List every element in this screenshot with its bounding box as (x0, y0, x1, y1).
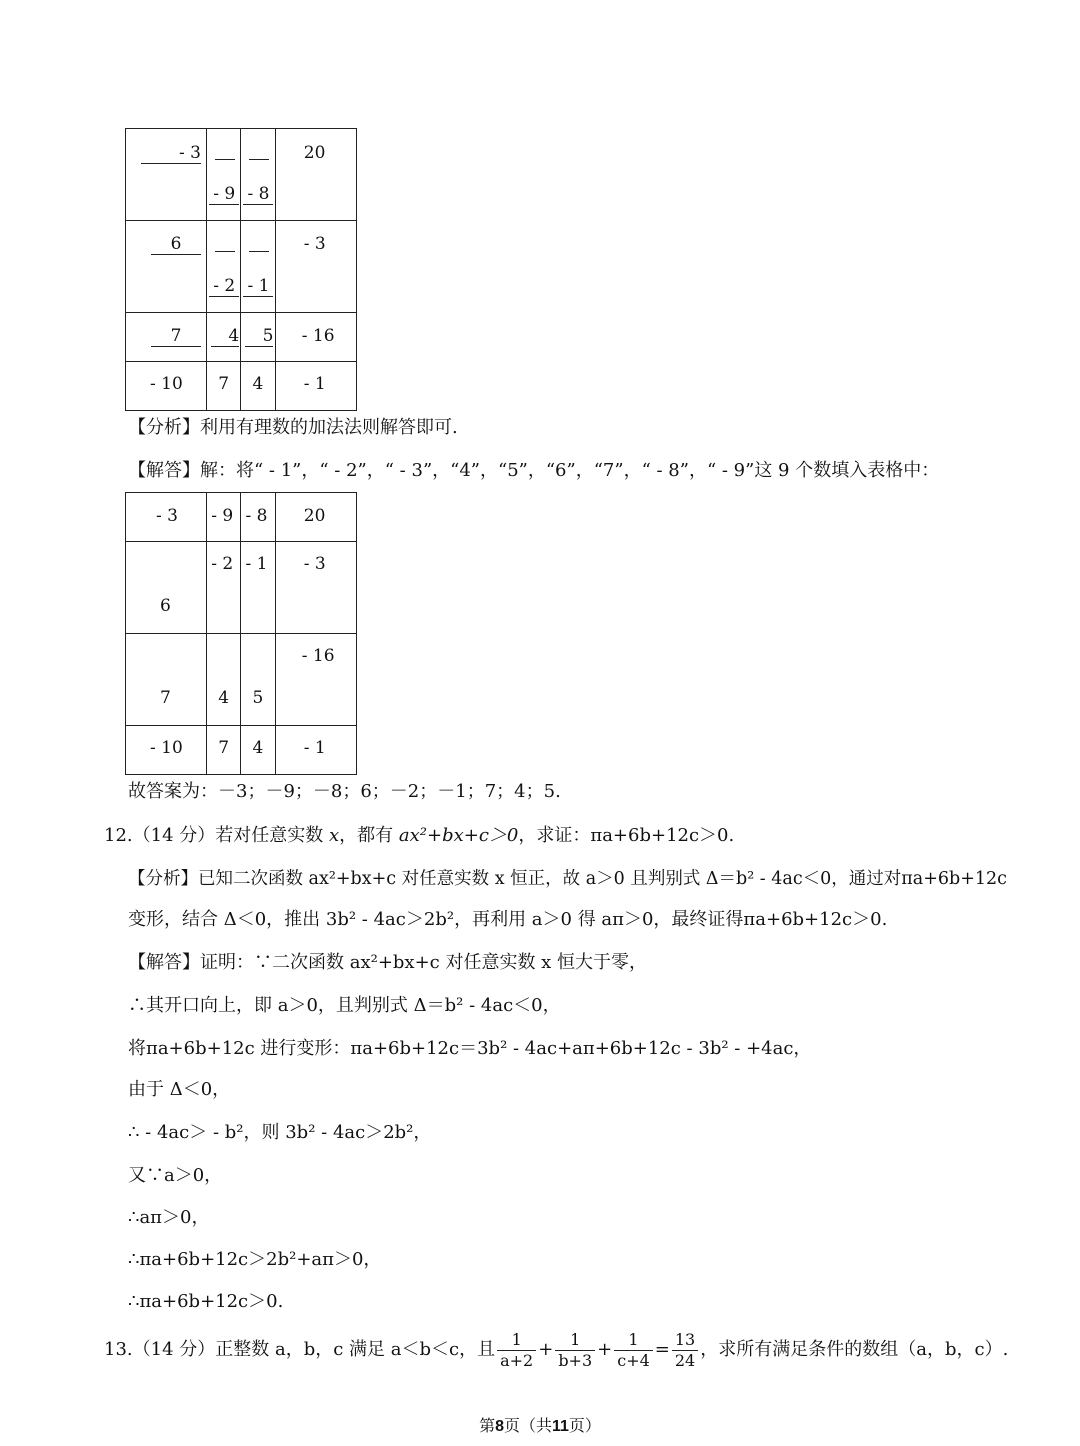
q12-solution-line: 由于 Δ＜0， (128, 1079, 231, 1100)
cell (275, 313, 356, 362)
q12-solution-line: ∴πa+6b+12c＞2b²+aπ＞0， (128, 1249, 382, 1270)
blank (215, 139, 235, 160)
cell-value: - 3 (156, 506, 178, 526)
cell-value: - 3 (303, 234, 326, 254)
cell (126, 221, 207, 313)
cell (207, 493, 241, 542)
cell (207, 726, 241, 775)
cell (207, 313, 241, 362)
cell-value: 20 (303, 143, 326, 163)
cell (241, 221, 275, 313)
cell (207, 542, 241, 634)
cell-value: - 8 (243, 184, 273, 205)
answer-1: 故答案为：－3；－9；－8；6；－2；－1；7；4；5. (128, 781, 561, 802)
cell (126, 362, 207, 411)
q12-solution-line: 又∵a＞0， (128, 1165, 223, 1186)
cell (275, 634, 356, 726)
cell-value: - 9 (211, 506, 234, 526)
cell (126, 634, 207, 726)
cell (275, 493, 356, 542)
cell (207, 129, 241, 221)
q12-solution-line: 将πa+6b+12c 进行变形：πa+6b+12c＝3b² - 4ac+aπ+6b+12c - 3b² - +4ac， (128, 1038, 812, 1059)
fraction: $\frac{1}{c+4}$ (614, 1330, 653, 1371)
cell (126, 313, 207, 362)
cell (275, 542, 356, 634)
fraction: $\frac{1}{a+2}$ (497, 1330, 536, 1371)
cell-value: 4 (252, 374, 264, 394)
cell-value: 4 (211, 326, 239, 347)
cell (241, 129, 275, 221)
cell-value: 5 (252, 688, 264, 708)
solution-1: 【解答】解：将“ - 1”，“ - 2”，“ - 3”，“4”，“5”，“6”，“7”，“ - 8”，“ - 9”这 9 个数填入表格中： (128, 460, 940, 481)
cell (275, 362, 356, 411)
cell-value: - 2 (211, 554, 234, 574)
q12-analysis-line-1: 【分析】已知二次函数 ax²+bx+c 对任意实数 x 恒正，故 a＞0 且判别式 Δ＝b² - 4ac＜0，通过对πa+6b+12c (128, 869, 1007, 889)
cell-value: 6 (151, 234, 201, 255)
cell-value: - 1 (243, 276, 273, 297)
cell-value: - 1 (245, 554, 268, 574)
q12-solution-line: ∴其开口向上，即 a＞0，且判别式 Δ＝b² - 4ac＜0， (128, 995, 561, 1016)
fraction: $\frac{13}{24}$ (672, 1330, 698, 1371)
cell-value: 4 (218, 688, 230, 708)
q12-solution-line: ∴aπ＞0， (128, 1207, 210, 1228)
cell-value: - 2 (209, 276, 239, 297)
q12-solution-line: 【解答】证明：∵二次函数 ax²+bx+c 对任意实数 x 恒大于零， (128, 952, 648, 973)
blank (249, 231, 269, 252)
cell (241, 493, 275, 542)
cell (126, 726, 207, 775)
question-13: 13.（14 分）正整数 a，b，c 满足 a＜b＜c，且 $\frac{1}{a+2}$ + $\frac{1}{b+3}$ + $\frac{1}{c+4}$ = $\frac{13}{24}$ ，求所有满足条件的数组（a，b，c）. (104, 1329, 1009, 1370)
cell-value: - 1 (303, 374, 326, 394)
cell (126, 493, 207, 542)
cell-value: - 3 (303, 554, 326, 574)
analysis-1: 【分析】利用有理数的加法法则解答即可. (128, 417, 458, 438)
cell (207, 634, 241, 726)
cell-value: - 3 (141, 143, 201, 164)
table-1 (125, 128, 357, 411)
cell (241, 726, 275, 775)
cell-value: 7 (151, 326, 201, 347)
cell (126, 129, 207, 221)
cell (241, 362, 275, 411)
cell (275, 726, 356, 775)
cell (207, 362, 241, 411)
cell (241, 542, 275, 634)
cell-value: - 9 (209, 184, 239, 205)
cell (126, 542, 207, 634)
cell (241, 313, 275, 362)
cell-value: - 1 (303, 738, 326, 758)
cell-value: - 16 (301, 646, 335, 666)
q12-solution-line: ∴ - 4ac＞ - b²，则 3b² - 4ac＞2b²， (128, 1122, 432, 1143)
table-2 (125, 492, 357, 775)
cell-value: 4 (252, 738, 264, 758)
cell-value: 7 (218, 738, 230, 758)
cell (207, 221, 241, 313)
cell-value: - 10 (150, 738, 183, 758)
page-footer: 第8页（共11页） (479, 1416, 601, 1435)
cell-value: 7 (160, 688, 171, 708)
q12-analysis-line-2: 变形，结合 Δ＜0，推出 3b² - 4ac＞2b²，再利用 a＞0 得 aπ＞0，最终证得πa+6b+12c＞0. (128, 909, 888, 930)
cell (275, 129, 356, 221)
cell (275, 221, 356, 313)
cell-value: - 10 (150, 374, 183, 394)
cell-value: - 16 (301, 326, 335, 346)
cell-value: 6 (160, 596, 171, 616)
blank (249, 139, 269, 160)
cell-value: 5 (245, 326, 273, 347)
cell-value: - 8 (245, 506, 268, 526)
cell-value: 7 (218, 374, 230, 394)
question-12: 12.（14 分）若对任意实数 x，都有 ax²+bx+c＞0，求证：πa+6b+12c＞0. (104, 825, 735, 846)
q12-solution-line: ∴πa+6b+12c＞0. (128, 1291, 284, 1312)
cell-value: 20 (303, 506, 326, 526)
blank (215, 231, 235, 252)
cell (241, 634, 275, 726)
fraction: $\frac{1}{b+3}$ (555, 1330, 595, 1371)
